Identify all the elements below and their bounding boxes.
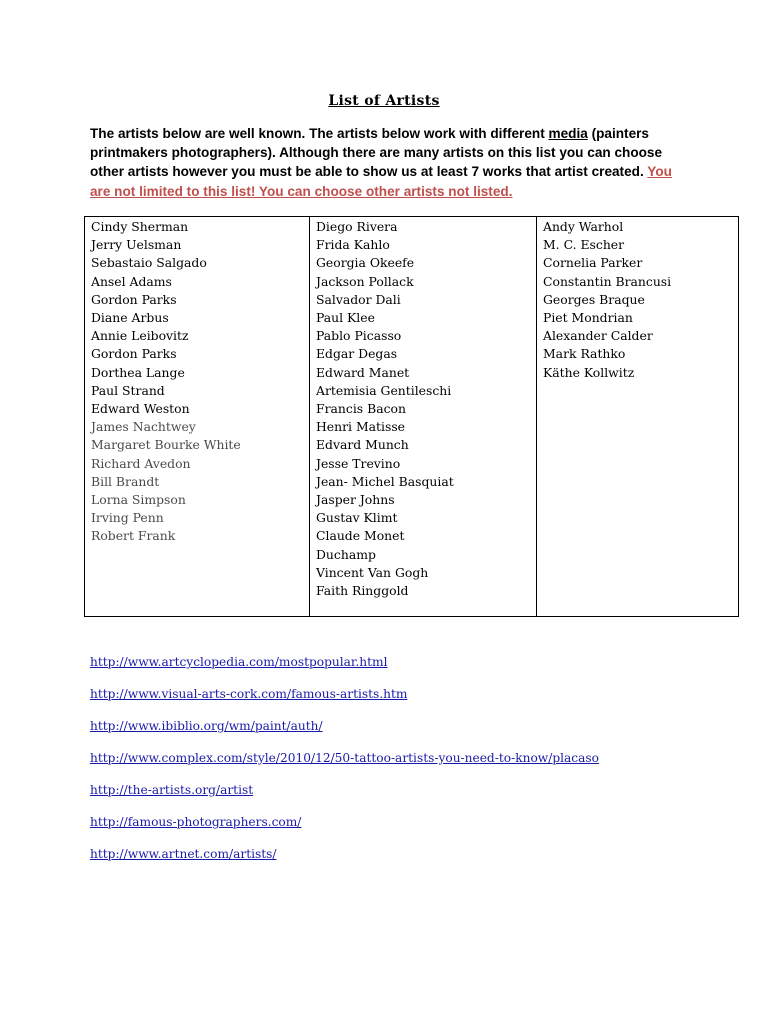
artist-name: Duchamp	[316, 546, 376, 562]
artist-name: Gustav Klimt	[316, 510, 398, 526]
artist-name: Edward Weston	[91, 401, 190, 417]
artist-name: Salvador Dali	[316, 291, 401, 307]
reference-links	[90, 651, 599, 875]
artist-name: Edvard Munch	[316, 437, 409, 453]
artist-name: Jerry Uelsman	[91, 237, 182, 253]
artist-name: Gordon Parks	[91, 291, 177, 307]
artist-name: M. C. Escher	[543, 237, 625, 253]
artist-name: Jesse Trevino	[316, 455, 401, 471]
reference-link[interactable]: http://www.ibiblio.org/wm/paint/auth/	[90, 719, 323, 733]
link-item	[90, 683, 599, 715]
artist-name: James Nachtwey	[91, 419, 196, 435]
artist-name: Claude Monet	[316, 528, 405, 544]
reference-link[interactable]: http://www.artcyclopedia.com/mostpopular.html	[90, 655, 388, 669]
link-item	[90, 843, 599, 875]
artist-name: Jackson Pollack	[316, 273, 414, 289]
artist-name: Edward Manet	[316, 364, 410, 380]
artist-name: Jean- Michel Basquiat	[316, 473, 454, 489]
artist-name: Henri Matisse	[316, 419, 406, 435]
link-item	[90, 811, 599, 843]
artist-name: Annie Leibovitz	[91, 328, 189, 344]
artist-name: Georges Braque	[543, 291, 645, 307]
artist-name: Pablo Picasso	[316, 328, 402, 344]
reference-link[interactable]: http://famous-photographers.com/	[90, 815, 302, 829]
artist-name: Robert Frank	[91, 528, 176, 544]
artist-name: Paul Strand	[91, 382, 165, 398]
intro-text-2: (painters printmakers photographers). Although there are many artists on this list you can choose other artists however you must be able to show us at least 7 works that artist created.	[90, 126, 663, 180]
photographers-column	[85, 217, 310, 617]
artist-name: Irving Penn	[91, 510, 164, 526]
artist-name: Edgar Degas	[316, 346, 398, 362]
artist-name: Alexander Calder	[543, 328, 653, 344]
intro-paragraph	[90, 124, 690, 201]
artist-list-1	[91, 218, 303, 546]
artist-name: Jasper Johns	[316, 492, 395, 508]
artist-name: Dorthea Lange	[91, 364, 185, 380]
artist-name: Francis Bacon	[316, 401, 406, 417]
link-item	[90, 779, 599, 811]
artist-name: Diane Arbus	[91, 310, 169, 326]
page-title: List of Artists	[328, 93, 440, 109]
artist-name: Vincent Van Gogh	[316, 564, 429, 580]
artist-table-row	[85, 217, 739, 617]
artist-name: Frida Kahlo	[316, 237, 390, 253]
artist-list-3	[543, 218, 732, 382]
artist-name: Sebastaio Salgado	[91, 255, 207, 271]
painters-column	[310, 217, 537, 617]
artist-name: Artemisia Gentileschi	[316, 382, 452, 398]
reference-link[interactable]: http://the-artists.org/artist	[90, 783, 254, 797]
artist-name: Constantin Brancusi	[543, 273, 672, 289]
intro-media-word: media	[548, 126, 588, 141]
artist-name: Diego Rivera	[316, 219, 398, 234]
artist-name: Piet Mondrian	[543, 310, 633, 326]
artist-name: Mark Rathko	[543, 346, 626, 362]
artist-name: Ansel Adams	[91, 273, 172, 289]
artist-name: Lorna Simpson	[91, 492, 186, 508]
link-item	[90, 651, 599, 683]
artist-name: Georgia Okeefe	[316, 255, 415, 271]
artist-name: Käthe Kollwitz	[543, 364, 635, 380]
reference-link[interactable]: http://www.complex.com/style/2010/12/50-tattoo-artists-you-need-to-know/placaso	[90, 751, 599, 765]
reference-link[interactable]: http://www.visual-arts-cork.com/famous-artists.htm	[90, 687, 408, 701]
artist-name: Bill Brandt	[91, 473, 160, 489]
reference-link[interactable]: http://www.artnet.com/artists/	[90, 847, 277, 861]
link-item	[90, 747, 599, 779]
artist-name: Gordon Parks	[91, 346, 177, 362]
artist-list-2	[316, 218, 530, 600]
other-artists-column	[537, 217, 739, 617]
artist-name: Cornelia Parker	[543, 255, 643, 271]
link-item	[90, 715, 599, 747]
artist-table	[84, 216, 739, 617]
intro-text-1: The artists below are well known. The artists below work with different	[90, 126, 549, 141]
artist-name: Andy Warhol	[543, 219, 624, 234]
artist-name: Faith Ringgold	[316, 583, 409, 599]
artist-name: Richard Avedon	[91, 455, 191, 471]
intro-warning: You are not limited to this list! You can choose other artists not listed.	[90, 164, 672, 199]
artist-name: Cindy Sherman	[91, 219, 189, 234]
artist-name: Margaret Bourke White	[91, 437, 241, 453]
artist-name: Paul Klee	[316, 310, 375, 326]
